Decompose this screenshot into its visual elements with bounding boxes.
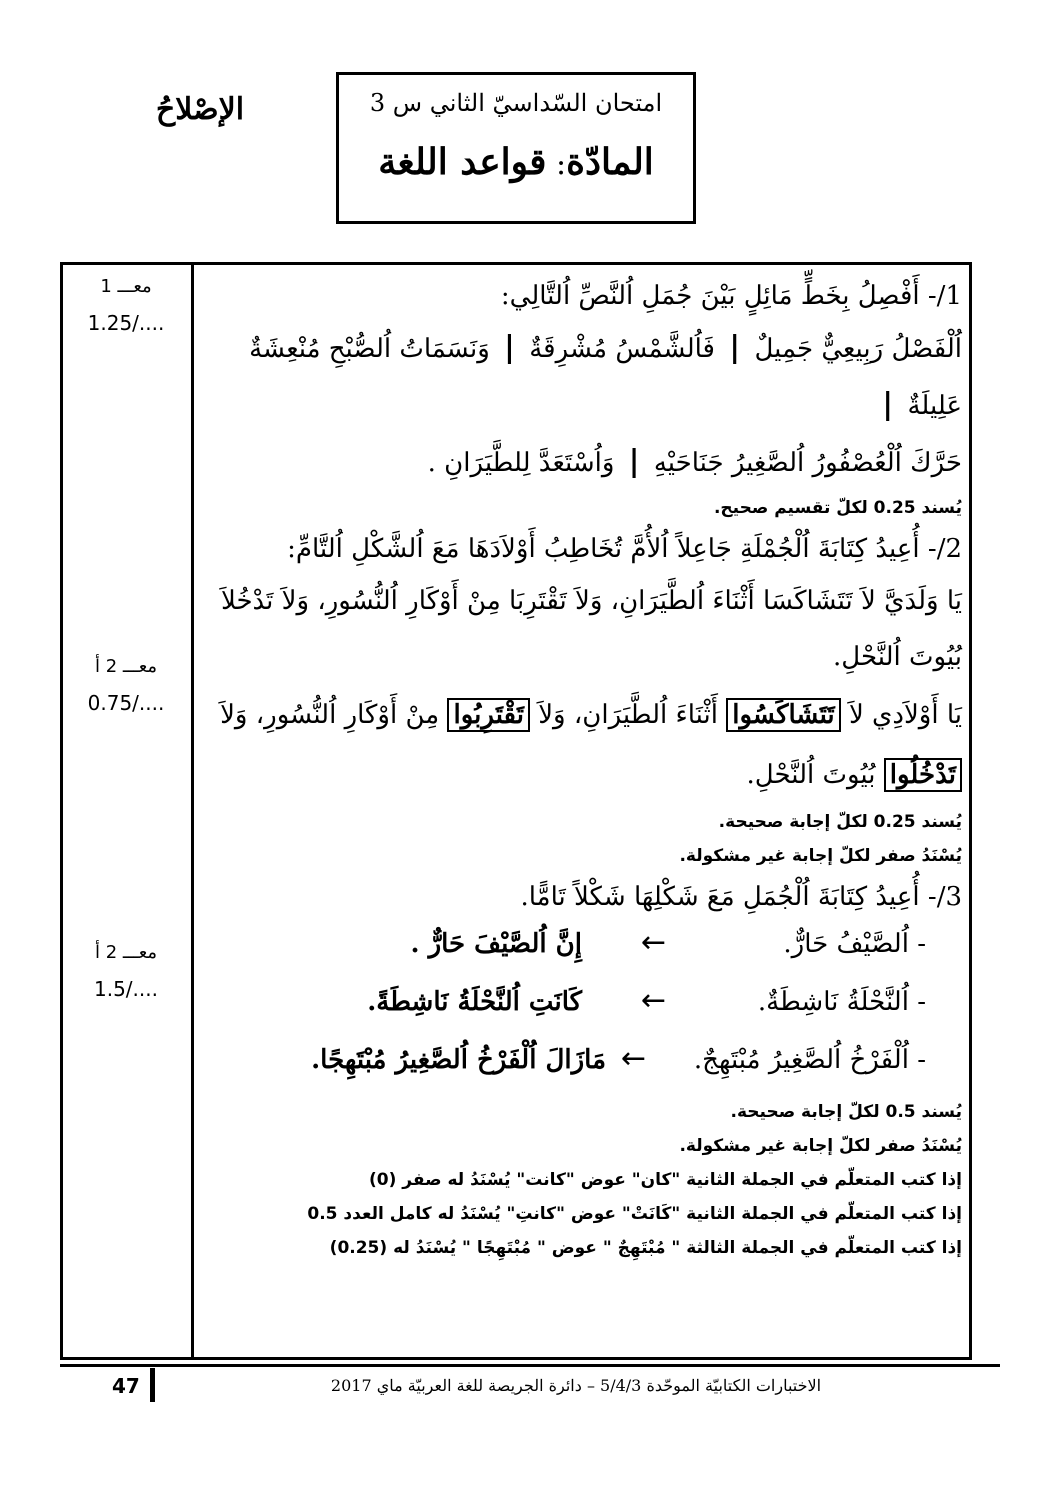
- answer-part: بُيُوتَ اُلنَّحْلِ.: [746, 760, 876, 790]
- separator: |: [729, 330, 741, 365]
- source-sentence: - اُلنَّحْلَةُ نَاشِطَةٌ.: [757, 987, 926, 1017]
- q1-segment: اُلْفَصْلُ رَبِيعِيٌّ جَمِيلٌ: [754, 334, 962, 364]
- answer-sentence: مَازَالَ اُلْفَرْخُ اُلصَّغِيرُ مُبْتَهِجًا.: [311, 1045, 606, 1075]
- page-number: 47: [112, 1374, 140, 1398]
- separator: |: [882, 387, 894, 422]
- q2-note-2: يُسْنَدُ صفر لكلّ إجابة غير مشكولة.: [679, 846, 962, 866]
- q3-note: إذا كتب المتعلّم في الجملة الثانية "كان" عوض "كانت" يُسْنَدُ له صفر (0): [368, 1170, 962, 1190]
- subject-label: المادّة: [566, 141, 654, 183]
- answer-part: أَثْنَاءَ اُلطَّيَرَانِ، وَلاَ: [538, 700, 718, 730]
- score-cell-1: [70, 276, 182, 335]
- boxed-verb: تَقْتَرِبُوا: [447, 698, 529, 732]
- q3-row-1: [200, 921, 962, 979]
- source-sentence: - اُلْفَرْخُ اُلصَّغِيرُ مُبْتَهِجٌ.: [693, 1045, 926, 1075]
- q1-segment: وَنَسَمَاتُ اُلصُّبْحِ مُنْعِشَةٌ عَلِيلَةٌ: [249, 334, 962, 421]
- q1-segment: حَرَّكَ اُلْعُصْفُورُ اُلصَّغِيرُ جَنَاحَيْهِ: [653, 448, 962, 478]
- q1-text-line2: [200, 434, 962, 491]
- criterion-label: معـــ 2 أ: [94, 942, 158, 963]
- mark-label: 1.25/....: [87, 311, 165, 335]
- boxed-verb: تَتَشَاكَسُوا: [726, 698, 840, 732]
- subject-name: قواعد اللغة: [378, 141, 547, 183]
- q1-segment: فَاُلشَّمْسُ مُشْرِقَةٌ: [529, 334, 715, 364]
- q1-segment: وَاُسْتَعَدَّ لِلطَّيَرَانِ .: [427, 448, 615, 478]
- q3-note: إذا كتب المتعلّم في الجملة الثانية "كَانَتْ" عوض "كانتِ" يُسْنَدُ له كامل العدد 0.5: [307, 1204, 962, 1224]
- q3-title: 3/- أُعِيدُ كِتَابَةَ اُلْجُمَلِ مَعَ شَكْلِهَا شَكْلاً تَامًّا.: [520, 882, 962, 912]
- score-cell-3: [70, 942, 182, 1001]
- footer-rule: [60, 1364, 1000, 1367]
- criterion-label: معـــ 1: [100, 276, 152, 297]
- score-cell-2: [70, 656, 182, 715]
- separator: |: [628, 444, 640, 479]
- q2-answer: [200, 685, 962, 805]
- q3-note: يُسند 0.5 لكلّ إجابة صحيحة.: [730, 1102, 962, 1122]
- title-box: [336, 72, 696, 224]
- criterion-label: معـــ 2 أ: [94, 656, 158, 677]
- mark-label: 0.75/....: [87, 691, 165, 715]
- answer-part: يَا أَوْلاَدِي لاَ: [848, 700, 962, 730]
- q3-row-3: [200, 1037, 962, 1095]
- subject-line: المادّة: قواعد اللغة: [378, 141, 654, 183]
- answer-sentence: كَانَتِ اُلنَّحْلَةُ نَاشِطَةً.: [367, 987, 582, 1017]
- answer-sentence: إِنَّ اُلصَّيْفَ حَارٌّ .: [410, 929, 582, 959]
- correction-label: الإصْلاحُ: [155, 92, 245, 127]
- q2-sentence-line2: بُيُوتَ اُلنَّحْلِ.: [833, 642, 962, 672]
- q2-note-1: يُسند 0.25 لكلّ إجابة صحيحة.: [718, 812, 962, 832]
- answer-part: مِنْ أَوْكَارِ اُلنُّسُورِ، وَلاَ: [220, 700, 440, 730]
- arrow-left-icon: ←: [640, 983, 666, 1018]
- boxed-verb: تَدْخُلُوا: [884, 758, 962, 792]
- mark-label: 1.5/....: [94, 977, 158, 1001]
- arrow-left-icon: ←: [620, 1041, 646, 1076]
- source-sentence: - اُلصَّيْفُ حَارٌّ.: [783, 929, 926, 959]
- footer-text: الاختبارات الكتابيّة الموحّدة 5/4/3 – دائرة الجريصة للغة العربيّة ماي 2017: [330, 1376, 822, 1395]
- arrow-left-icon: ←: [640, 925, 666, 960]
- q1-title: 1/- أَفْصِلُ بِخَطٍّ مَائِلٍ بَيْنَ جُمَلِ اُلنَّصِّ اُلتَّالِي:: [500, 281, 962, 311]
- q1-text-line1: [200, 320, 962, 434]
- q3-row-2: [200, 979, 962, 1037]
- exam-title: امتحان السّداسيّ الثاني س 3: [369, 89, 663, 117]
- q2-title: 2/- أُعِيدُ كِتَابَةَ اُلْجُمْلَةِ جَاعِلاً اُلأُمَّ تُخَاطِبُ أَوْلاَدَهَا مَعَ اُلشَّكْلِ اُلتَّامِّ:: [287, 534, 962, 564]
- separator: |: [504, 330, 515, 365]
- q1-note: يُسند 0.25 لكلّ تقسيم صحيح.: [713, 498, 962, 518]
- q3-note: إذا كتب المتعلّم في الجملة الثالثة " مُبْتَهِجٌ " عوض " مُبْتَهِجًا " يُسْنَدُ له (0.25): [329, 1238, 962, 1258]
- column-divider: [191, 262, 194, 1360]
- q3-note: يُسْنَدُ صفر لكلّ إجابة غير مشكولة.: [679, 1136, 962, 1156]
- answers-column: [200, 272, 962, 1265]
- q2-sentence-line1: يَا وَلَدَيَّ لاَ تَتَشَاكَسَا أَثْنَاءَ اُلطَّيَرَانِ، وَلاَ تَقْتَرِبَا مِنْ أَوْكَارِ اُلنُّسُورِ، وَلاَ تَدْخُلاَ: [220, 586, 962, 616]
- page-number-bar: [150, 1368, 155, 1402]
